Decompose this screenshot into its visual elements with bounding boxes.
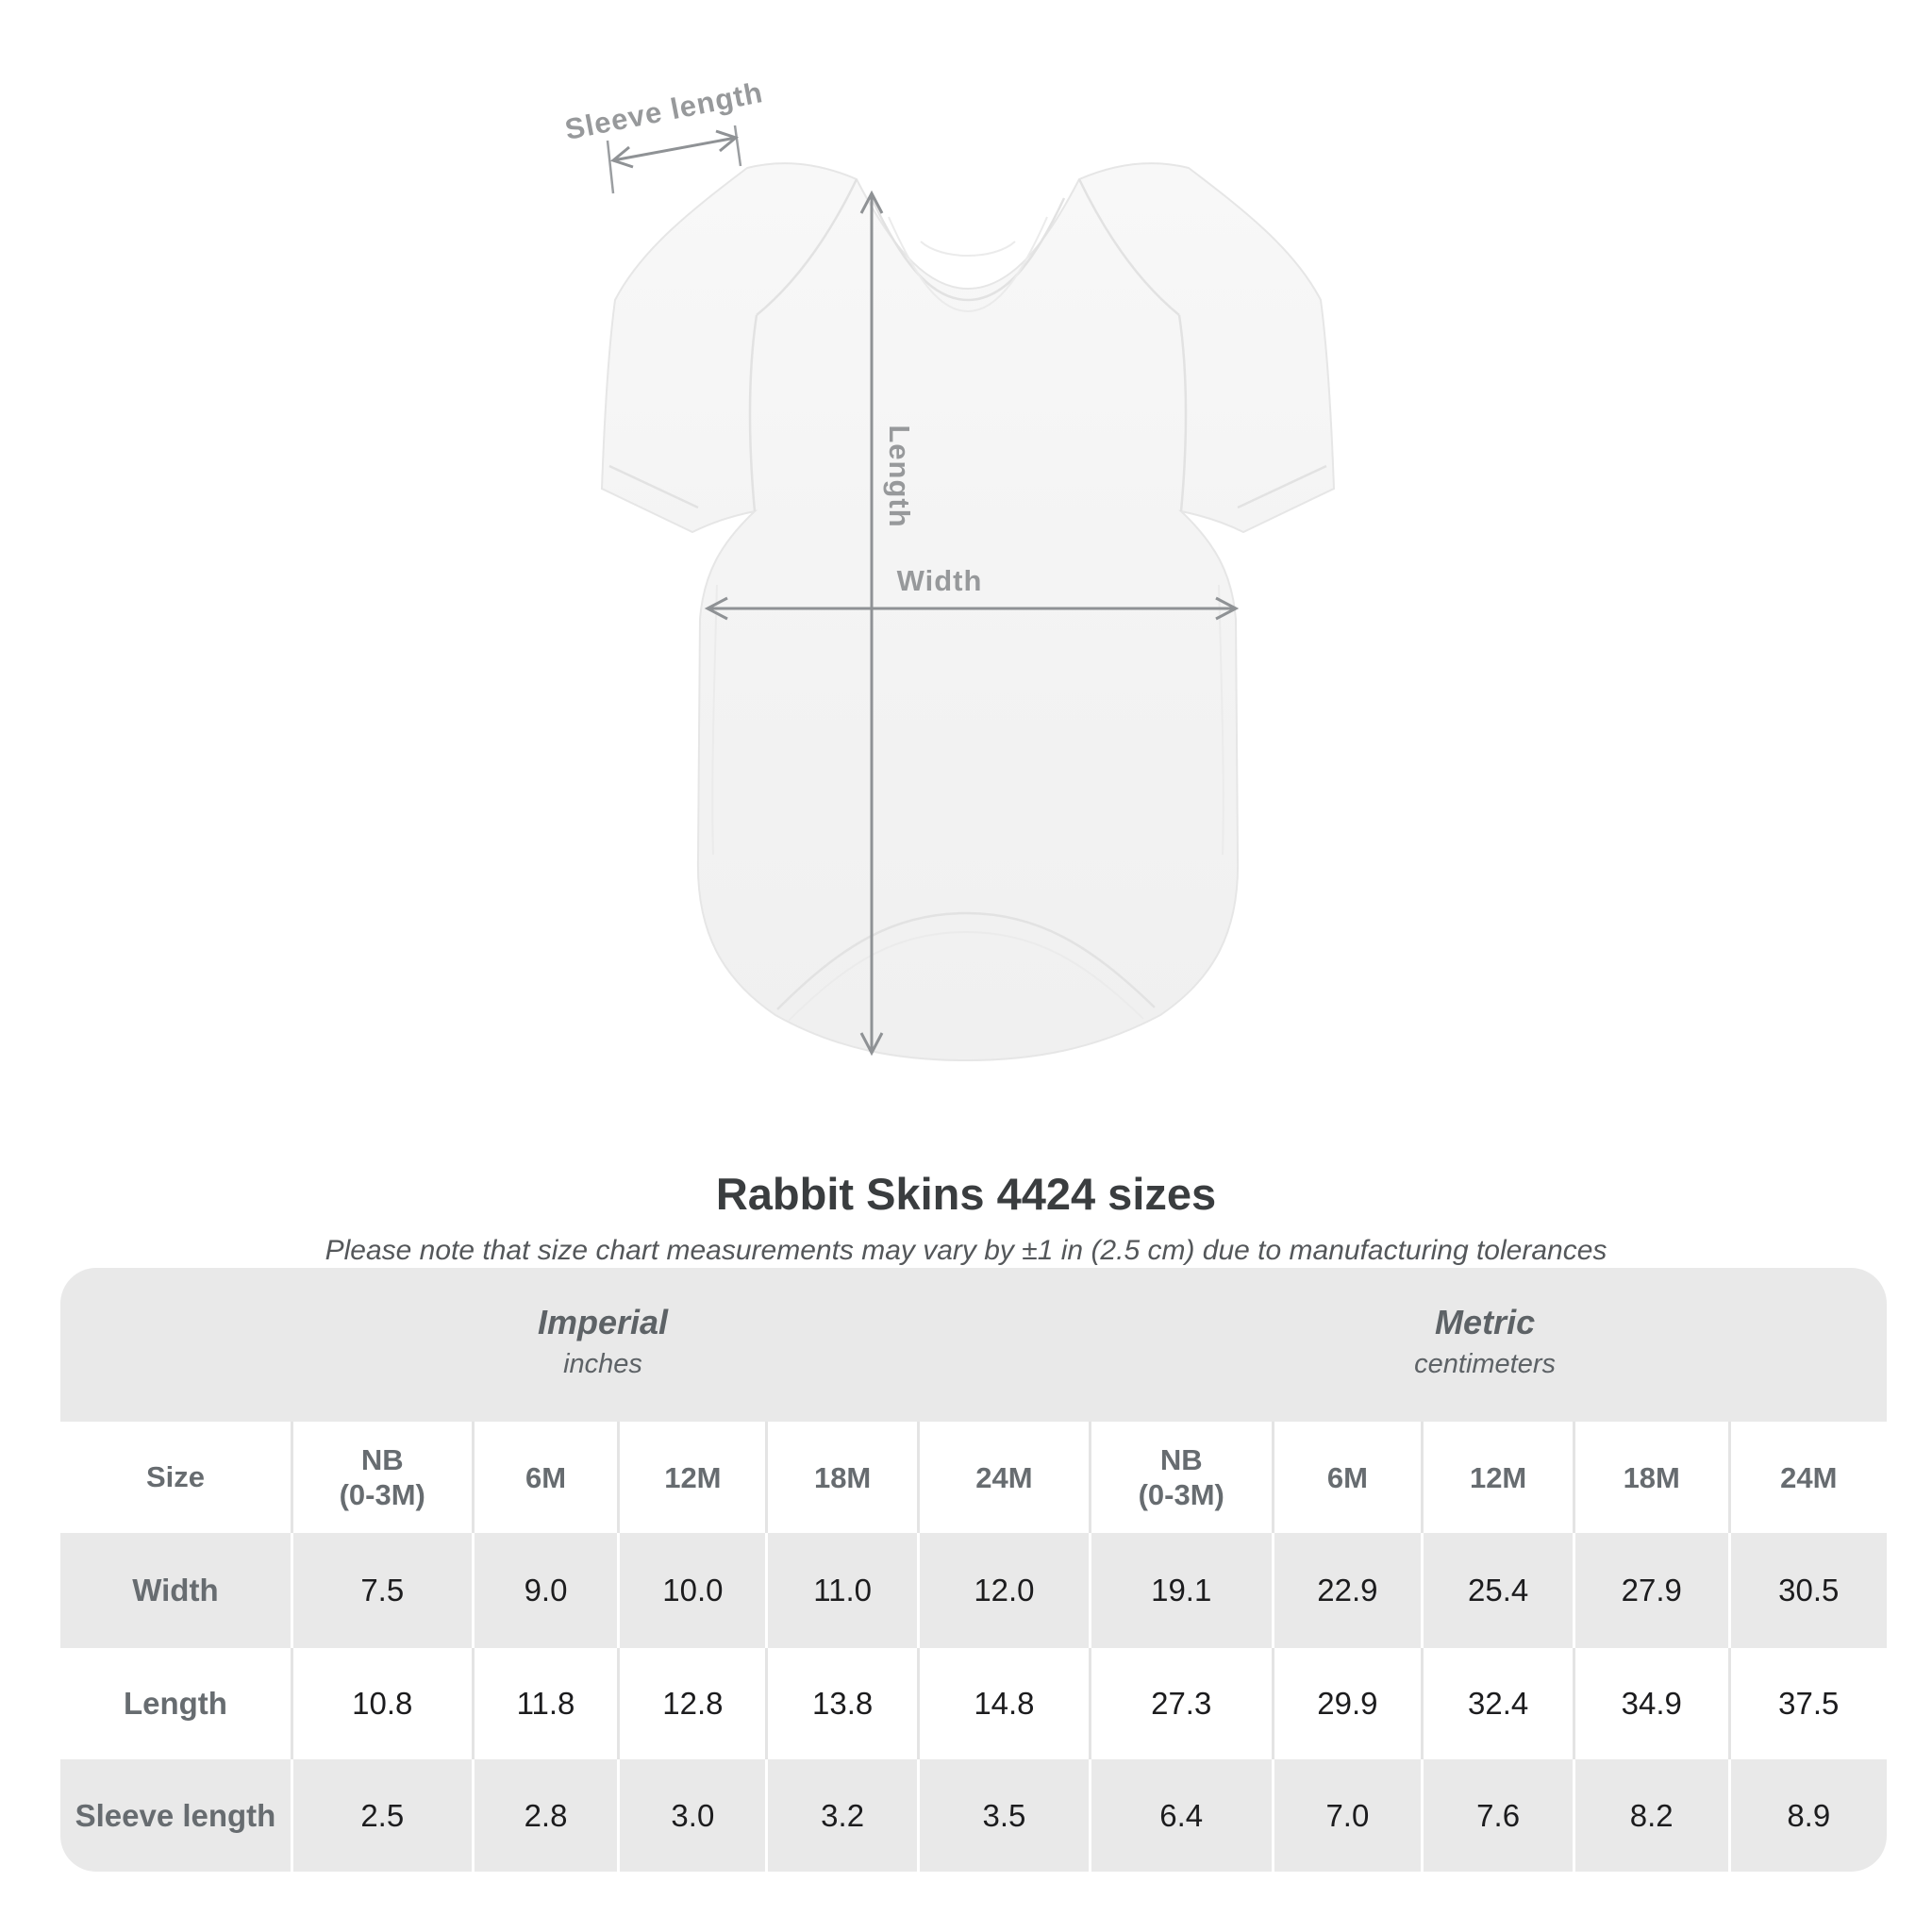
unit-group-header-row (60, 1268, 1887, 1422)
sleeve-nb-metric: 6.4 (1089, 1759, 1272, 1872)
width-nb-metric: 19.1 (1089, 1533, 1272, 1648)
width-nb-imperial: 7.5 (291, 1533, 472, 1648)
page-subtitle: Please note that size chart measurements may vary by ±1 in (2.5 cm) due to manufacturing tolerances (325, 1235, 1607, 1266)
width-12m-imperial: 10.0 (617, 1533, 765, 1648)
imperial-group-header (538, 1302, 668, 1385)
length-24m-metric: 37.5 (1728, 1648, 1888, 1759)
length-6m-imperial: 11.8 (472, 1648, 618, 1759)
table-row-width (60, 1533, 1887, 1648)
imperial-unit-label: inches (563, 1349, 642, 1379)
width-24m-metric: 30.5 (1728, 1533, 1888, 1648)
size-column-header: Size (60, 1422, 291, 1533)
size-header-row (60, 1422, 1887, 1533)
length-nb-metric: 27.3 (1089, 1648, 1272, 1759)
column-header-nb-metric: NB (0-3M) (1089, 1422, 1272, 1533)
length-label: Length (883, 425, 916, 528)
column-header-12m-metric: 12M (1421, 1422, 1573, 1533)
sleeve-24m-metric: 8.9 (1728, 1759, 1888, 1872)
size-table-container (60, 1268, 1887, 1872)
length-12m-metric: 32.4 (1421, 1648, 1573, 1759)
column-header-6m-imperial: 6M (472, 1422, 618, 1533)
onesie-mockup-svg (509, 47, 1415, 1123)
row-label-sleeve-length: Sleeve length (60, 1759, 291, 1872)
row-label-length: Length (60, 1648, 291, 1759)
sleeve-18m-metric: 8.2 (1573, 1759, 1728, 1872)
width-label: Width (896, 564, 983, 597)
sleeve-6m-imperial: 2.8 (472, 1759, 618, 1872)
sleeve-nb-imperial: 2.5 (291, 1759, 472, 1872)
sleeve-18m-imperial: 3.2 (765, 1759, 917, 1872)
column-header-18m-metric: 18M (1573, 1422, 1728, 1533)
metric-group-header (1414, 1302, 1556, 1385)
imperial-label: Imperial (537, 1303, 669, 1341)
sleeve-length-label: Sleeve length (562, 75, 766, 146)
length-6m-metric: 29.9 (1272, 1648, 1422, 1759)
sleeve-6m-metric: 7.0 (1272, 1759, 1422, 1872)
column-header-24m-metric: 24M (1728, 1422, 1888, 1533)
table-row-length (60, 1648, 1887, 1759)
width-18m-imperial: 11.0 (765, 1533, 917, 1648)
width-24m-imperial: 12.0 (917, 1533, 1089, 1648)
page-title: Rabbit Skins 4424 sizes (715, 1169, 1217, 1219)
product-diagram (509, 47, 1415, 1123)
length-24m-imperial: 14.8 (917, 1648, 1089, 1759)
width-18m-metric: 27.9 (1573, 1533, 1728, 1648)
length-12m-imperial: 12.8 (617, 1648, 765, 1759)
metric-label: Metric (1435, 1303, 1536, 1341)
sleeve-24m-imperial: 3.5 (917, 1759, 1089, 1872)
length-nb-imperial: 10.8 (291, 1648, 472, 1759)
table-row-sleeve-length (60, 1759, 1887, 1872)
column-header-nb-imperial: NB (0-3M) (291, 1422, 472, 1533)
sleeve-length-dimension (562, 75, 766, 193)
size-table (60, 1268, 1887, 1872)
length-18m-imperial: 13.8 (765, 1648, 917, 1759)
width-12m-metric: 25.4 (1421, 1533, 1573, 1648)
column-header-24m-imperial: 24M (917, 1422, 1089, 1533)
length-18m-metric: 34.9 (1573, 1648, 1728, 1759)
column-header-18m-imperial: 18M (765, 1422, 917, 1533)
row-label-width: Width (60, 1533, 291, 1648)
sleeve-12m-metric: 7.6 (1421, 1759, 1573, 1872)
column-header-6m-metric: 6M (1272, 1422, 1422, 1533)
sleeve-12m-imperial: 3.0 (617, 1759, 765, 1872)
metric-unit-label: centimeters (1414, 1349, 1557, 1379)
width-6m-imperial: 9.0 (472, 1533, 618, 1648)
width-6m-metric: 22.9 (1272, 1533, 1422, 1648)
column-header-12m-imperial: 12M (617, 1422, 765, 1533)
